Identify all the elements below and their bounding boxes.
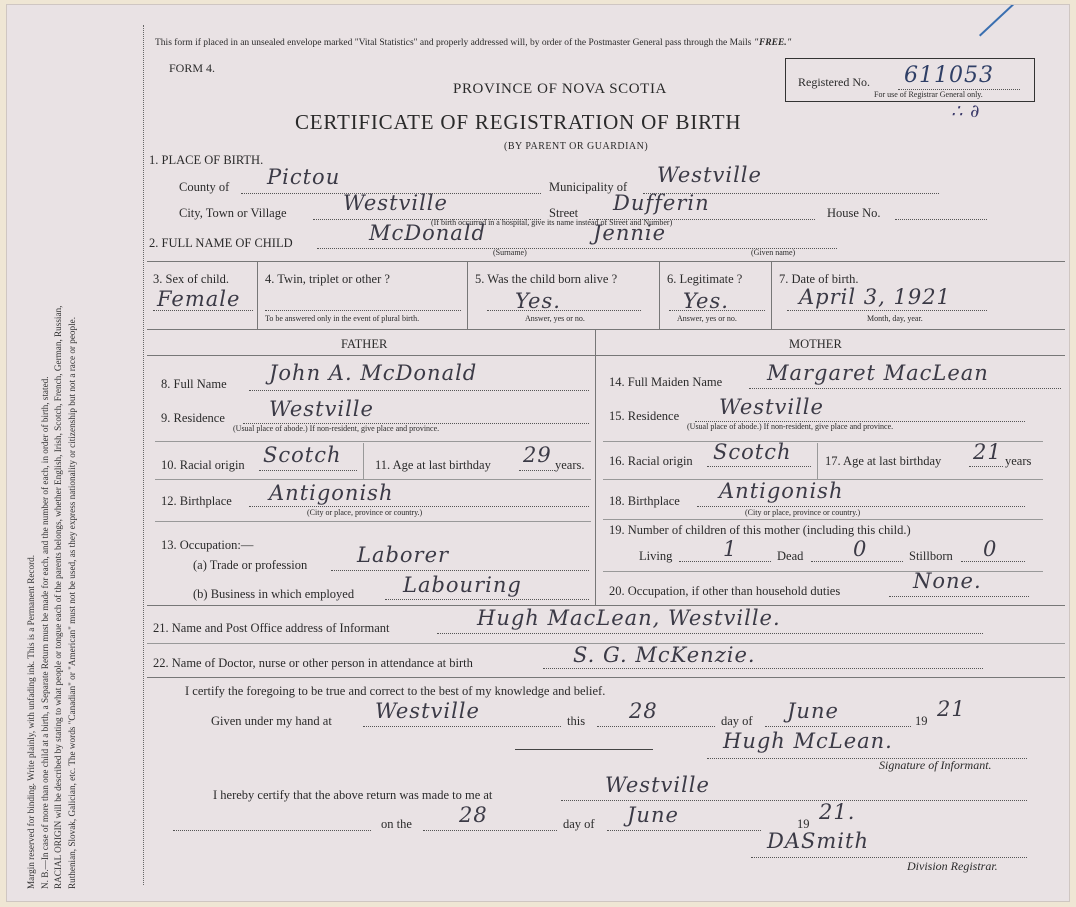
dob-note: Month, day, year.: [867, 314, 923, 323]
informant-value: Hugh MacLean, Westville.: [477, 606, 781, 630]
municipality-label: Municipality of: [549, 180, 628, 194]
mother-maiden-name: Margaret MacLean: [767, 361, 989, 385]
certification-place: Westville: [375, 699, 480, 723]
father-age: 29: [523, 443, 552, 467]
child-given-name: Jennie: [593, 221, 667, 245]
legitimate-label: 6. Legitimate ?: [667, 272, 743, 286]
mother-years-label: years: [1005, 454, 1032, 468]
father-age-label: 11. Age at last birthday: [375, 458, 491, 472]
province-heading: PROVINCE OF NOVA SCOTIA: [453, 81, 667, 97]
sex-label: 3. Sex of child.: [153, 272, 230, 286]
registrar-signature: DASmith: [767, 829, 869, 853]
mother-res-note: (Usual place of abode.) If non-resident, give place and province.: [687, 422, 894, 431]
legitimate-value: Yes.: [683, 289, 729, 313]
binding-margin-line: [143, 25, 144, 885]
doctor-label: 22. Name of Doctor, nurse or other person in attendance at birth: [153, 656, 473, 670]
registrar-year: 21.: [819, 800, 856, 824]
dead-count: 0: [853, 537, 868, 561]
registrar-signature-label: Division Registrar.: [907, 859, 998, 873]
children-count-label: 19. Number of children of this mother (including this child.): [609, 523, 911, 537]
father-trade-label: (a) Trade or profession: [193, 558, 308, 572]
date-of-birth-value: April 3, 1921: [799, 285, 951, 309]
informant-signature: Hugh McLean.: [723, 729, 893, 753]
ink-scribble: ∴ ∂: [951, 101, 981, 122]
mother-age-label: 17. Age at last birthday: [825, 454, 942, 468]
mother-age: 21: [973, 440, 1002, 464]
father-race-label: 10. Racial origin: [161, 458, 245, 472]
margin-line-1: Margin reserved for binding. Write plainly, with unfading ink. This is a Permanent Record.: [26, 554, 36, 889]
given-name-note: (Given name): [751, 248, 796, 257]
father-residence: Westville: [269, 397, 374, 421]
child-name-label: 2. FULL NAME OF CHILD: [149, 236, 293, 250]
subtitle: (BY PARENT OR GUARDIAN): [504, 141, 649, 152]
registration-box: [785, 58, 1035, 102]
county-value: Pictou: [267, 165, 341, 189]
postal-notice: This form if placed in an unsealed envelope marked "Vital Statistics" and properly addressed will, by order of the Postmaster General pass through the Mails "FREE.": [155, 38, 792, 48]
father-occupation-label: 13. Occupation:—: [161, 538, 254, 552]
legit-answer-note: Answer, yes or no.: [677, 314, 737, 323]
registrar-place: Westville: [605, 773, 710, 797]
child-surname: McDonald: [369, 221, 486, 245]
born-alive-label: 5. Was the child born alive ?: [475, 272, 618, 286]
mother-occupation: None.: [913, 569, 982, 593]
father-name: John A. McDonald: [269, 361, 478, 385]
registrar-only-note: For use of Registrar General only.: [874, 90, 983, 99]
informant-label: 21. Name and Post Office address of Informant: [153, 621, 390, 635]
mother-birthplace: Antigonish: [719, 479, 844, 503]
living-label: Living: [639, 549, 673, 563]
registrar-month: June: [627, 803, 679, 827]
county-label: County of: [179, 180, 230, 194]
mother-residence: Westville: [719, 395, 824, 419]
mother-race: Scotch: [713, 440, 792, 464]
municipality-value: Westville: [657, 163, 762, 187]
mother-heading: MOTHER: [789, 337, 842, 351]
surname-note: (Surname): [493, 248, 527, 257]
margin-line-2: N. B.—In case of more than one child at a birth, a Separate Return must be made for each, and the number of each, in order of birth, stated.: [39, 376, 50, 889]
informant-statement: I certify the foregoing to be true and correct to the best of my knowledge and belief.: [185, 684, 606, 698]
living-count: 1: [723, 537, 738, 561]
birth-certificate: [6, 4, 1070, 902]
cert-day-of-label: day of: [721, 714, 753, 728]
place-of-birth-heading: 1. PLACE OF BIRTH.: [149, 153, 264, 167]
cert-year-prefix: 19: [915, 714, 928, 728]
mother-occupation-label: 20. Occupation, if other than household duties: [609, 584, 841, 598]
twin-label: 4. Twin, triplet or other ?: [265, 272, 390, 286]
mother-name-label: 14. Full Maiden Name: [609, 375, 723, 389]
hospital-note: (If birth occurred in a hospital, give its name instead of Street and Number): [431, 218, 673, 227]
city-label: City, Town or Village: [179, 206, 287, 220]
certification-year: 21: [937, 697, 966, 721]
date-of-birth-label: 7. Date of birth.: [779, 272, 859, 286]
side-margin-notes: [25, 9, 79, 889]
father-birthplace-label: 12. Birthplace: [161, 494, 232, 508]
this-label: this: [567, 714, 586, 728]
mother-race-label: 16. Racial origin: [609, 454, 693, 468]
father-residence-label: 9. Residence: [161, 411, 225, 425]
father-business: Labouring: [403, 573, 522, 597]
father-res-note: (Usual place of abode.) If non-resident, give place and province.: [233, 424, 440, 433]
city-value: Westville: [343, 191, 448, 215]
margin-line-4: Ruthenian, Slovak, Galician, etc. The words "Canadian" or "American" must not be used, as they express nationality or citizenship but not a race or people.: [66, 316, 77, 889]
alive-answer-note: Answer, yes or no.: [525, 314, 585, 323]
page-title: CERTIFICATE OF REGISTRATION OF BIRTH: [295, 110, 742, 134]
father-birthplace: Antigonish: [269, 481, 394, 505]
blue-pencil-mark: [979, 4, 1051, 36]
street-label: Street: [549, 206, 579, 220]
father-name-label: 8. Full Name: [161, 377, 227, 391]
twin-note: To be answered only in the event of plural birth.: [265, 314, 420, 323]
father-years-label: years.: [555, 458, 585, 472]
street-value: Dufferin: [613, 191, 710, 215]
father-trade: Laborer: [357, 543, 450, 567]
reg-day-of-label: day of: [563, 817, 595, 831]
form-number: FORM 4.: [169, 61, 216, 75]
registered-no-label: Registered No.: [798, 75, 870, 89]
stillborn-count: 0: [983, 537, 998, 561]
registered-number: 611053: [904, 63, 994, 88]
certification-day: 28: [629, 699, 658, 723]
margin-line-3: RACIAL ORIGIN will be described by stating to what people or tongue each of the parents belongs, whether English, Irish, Scotch, French, German, Russian,: [53, 305, 63, 889]
given-under-label: Given under my hand at: [211, 714, 332, 728]
reg-year-prefix: 19: [797, 817, 810, 831]
registrar-day: 28: [459, 803, 488, 827]
sex-value: Female: [157, 287, 241, 311]
born-alive-value: Yes.: [515, 289, 561, 313]
certification-month: June: [787, 699, 839, 723]
registrar-statement: I hereby certify that the above return was made to me at: [213, 788, 493, 802]
father-business-label: (b) Business in which employed: [193, 587, 355, 601]
mother-residence-label: 15. Residence: [609, 409, 680, 423]
dead-label: Dead: [777, 549, 804, 563]
father-race: Scotch: [263, 443, 342, 467]
mother-bp-note: (City or place, province or country.): [745, 508, 861, 517]
doctor-value: S. G. McKenzie.: [573, 643, 756, 667]
on-the-label: on the: [381, 817, 412, 831]
father-bp-note: (City or place, province or country.): [307, 508, 423, 517]
informant-signature-label: Signature of Informant.: [879, 758, 992, 772]
father-heading: FATHER: [341, 337, 388, 351]
house-no-label: House No.: [827, 206, 881, 220]
stillborn-label: Stillborn: [909, 549, 953, 563]
mother-birthplace-label: 18. Birthplace: [609, 494, 680, 508]
